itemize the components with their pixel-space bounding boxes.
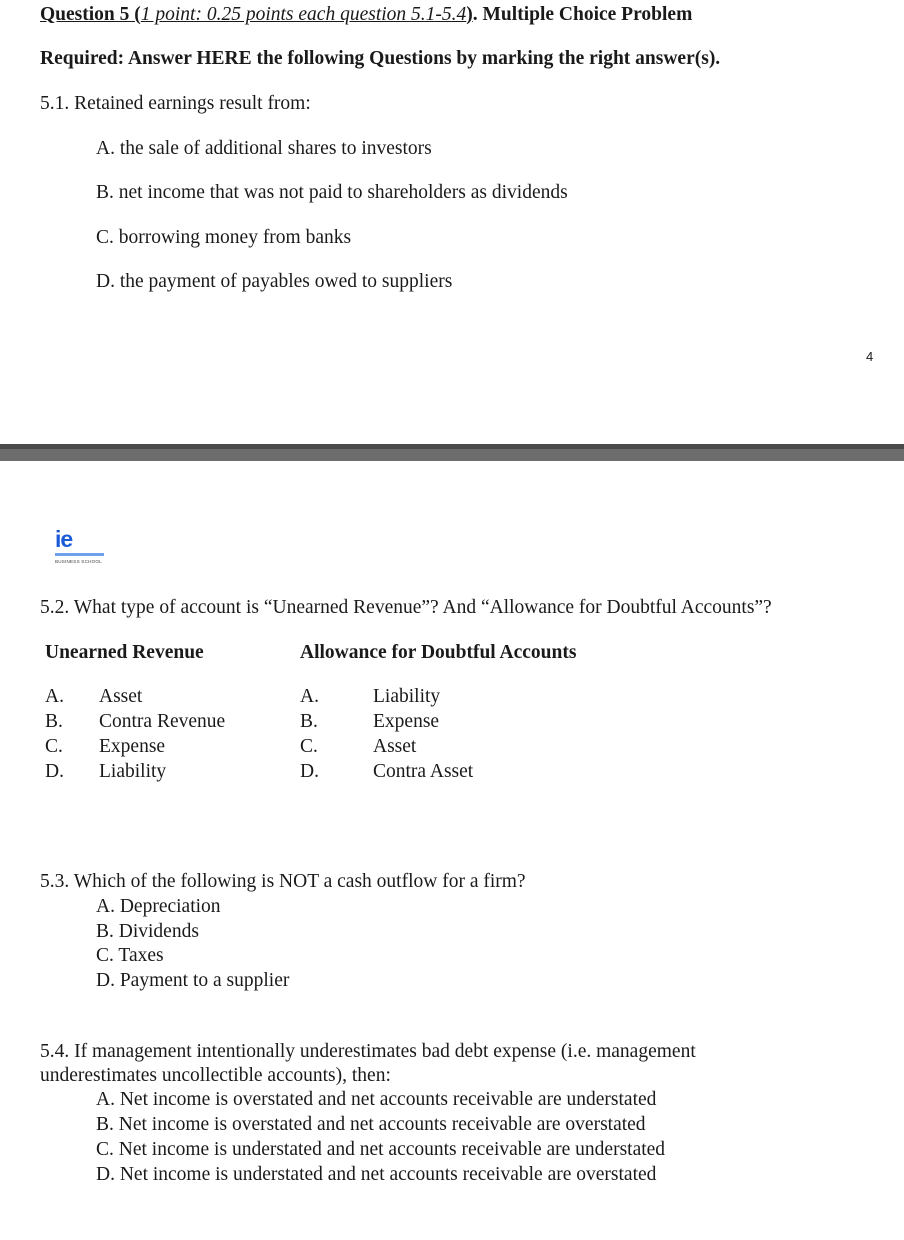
- q51-prompt: 5.1. Retained earnings result from:: [40, 93, 311, 114]
- page-number: 4: [866, 349, 874, 364]
- q52-col1-option-b[interactable]: Contra Revenue: [99, 711, 226, 732]
- q54-option-b[interactable]: B. Net income is overstated and net accounts receivable are overstated: [96, 1114, 646, 1135]
- title-close: ): [466, 4, 473, 25]
- q51-option-c[interactable]: C. borrowing money from banks: [96, 227, 352, 248]
- q52-col2-option-b[interactable]: Expense: [373, 711, 440, 732]
- q53-prompt: 5.3. Which of the following is NOT a cash outflow for a firm?: [40, 871, 526, 892]
- page-separator: [0, 444, 904, 461]
- q52-col1-letter-c: C.: [45, 736, 63, 757]
- logo-subtitle: BUSINESS SCHOOL: [55, 559, 102, 564]
- q52-col2-letter-d: D.: [300, 761, 319, 782]
- q52-col2-letter-c: C.: [300, 736, 318, 757]
- q52-col2-letter-a: A.: [300, 686, 319, 707]
- title-points: 1 point: 0.25 points each question 5.1-5.4: [140, 4, 467, 25]
- q54-prompt-line2: underestimates uncollectible accounts), then:: [40, 1065, 391, 1086]
- q53-option-c[interactable]: C. Taxes: [96, 945, 164, 966]
- q52-col1-option-c[interactable]: Expense: [99, 736, 166, 757]
- title-tail: . Multiple Choice Problem: [472, 4, 693, 25]
- title-lead: Question 5 (: [40, 4, 141, 25]
- q53-option-d[interactable]: D. Payment to a supplier: [96, 970, 290, 991]
- q52-col1-letter-b: B.: [45, 711, 63, 732]
- logo-mark: ie: [55, 526, 73, 552]
- q51-option-b[interactable]: B. net income that was not paid to shareholders as dividends: [96, 182, 568, 203]
- q52-col1-header: Unearned Revenue: [45, 642, 204, 663]
- q52-col2-letter-b: B.: [300, 711, 318, 732]
- q52-col1-option-a[interactable]: Asset: [99, 686, 143, 707]
- q51-option-d[interactable]: D. the payment of payables owed to suppliers: [96, 271, 453, 292]
- logo-underline: [55, 553, 104, 556]
- q52-col1-letter-a: A.: [45, 686, 64, 707]
- q54-option-c[interactable]: C. Net income is understated and net accounts receivable are understated: [96, 1139, 666, 1160]
- q52-col2-option-c[interactable]: Asset: [373, 736, 417, 757]
- q52-col2-option-d[interactable]: Contra Asset: [373, 761, 474, 782]
- required-instruction: Required: Answer HERE the following Questions by marking the right answer(s).: [40, 48, 721, 69]
- q52-col1-option-d[interactable]: Liability: [99, 761, 167, 782]
- q52-prompt: 5.2. What type of account is “Unearned Revenue”? And “Allowance for Doubtful Accounts”?: [40, 597, 772, 618]
- q54-prompt-line1: 5.4. If management intentionally underestimates bad debt expense (i.e. management: [40, 1041, 696, 1062]
- q51-option-a[interactable]: A. the sale of additional shares to investors: [96, 138, 432, 159]
- q53-option-b[interactable]: B. Dividends: [96, 921, 199, 942]
- q52-col1-letter-d: D.: [45, 761, 64, 782]
- q52-col2-option-a[interactable]: Liability: [373, 686, 441, 707]
- q52-col2-header: Allowance for Doubtful Accounts: [300, 642, 577, 663]
- q54-option-a[interactable]: A. Net income is overstated and net accounts receivable are understated: [96, 1089, 657, 1110]
- question-5-title: [40, 4, 692, 26]
- ie-business-school-logo: [55, 528, 107, 566]
- q53-option-a[interactable]: A. Depreciation: [96, 896, 221, 917]
- q54-option-d[interactable]: D. Net income is understated and net accounts receivable are overstated: [96, 1164, 657, 1185]
